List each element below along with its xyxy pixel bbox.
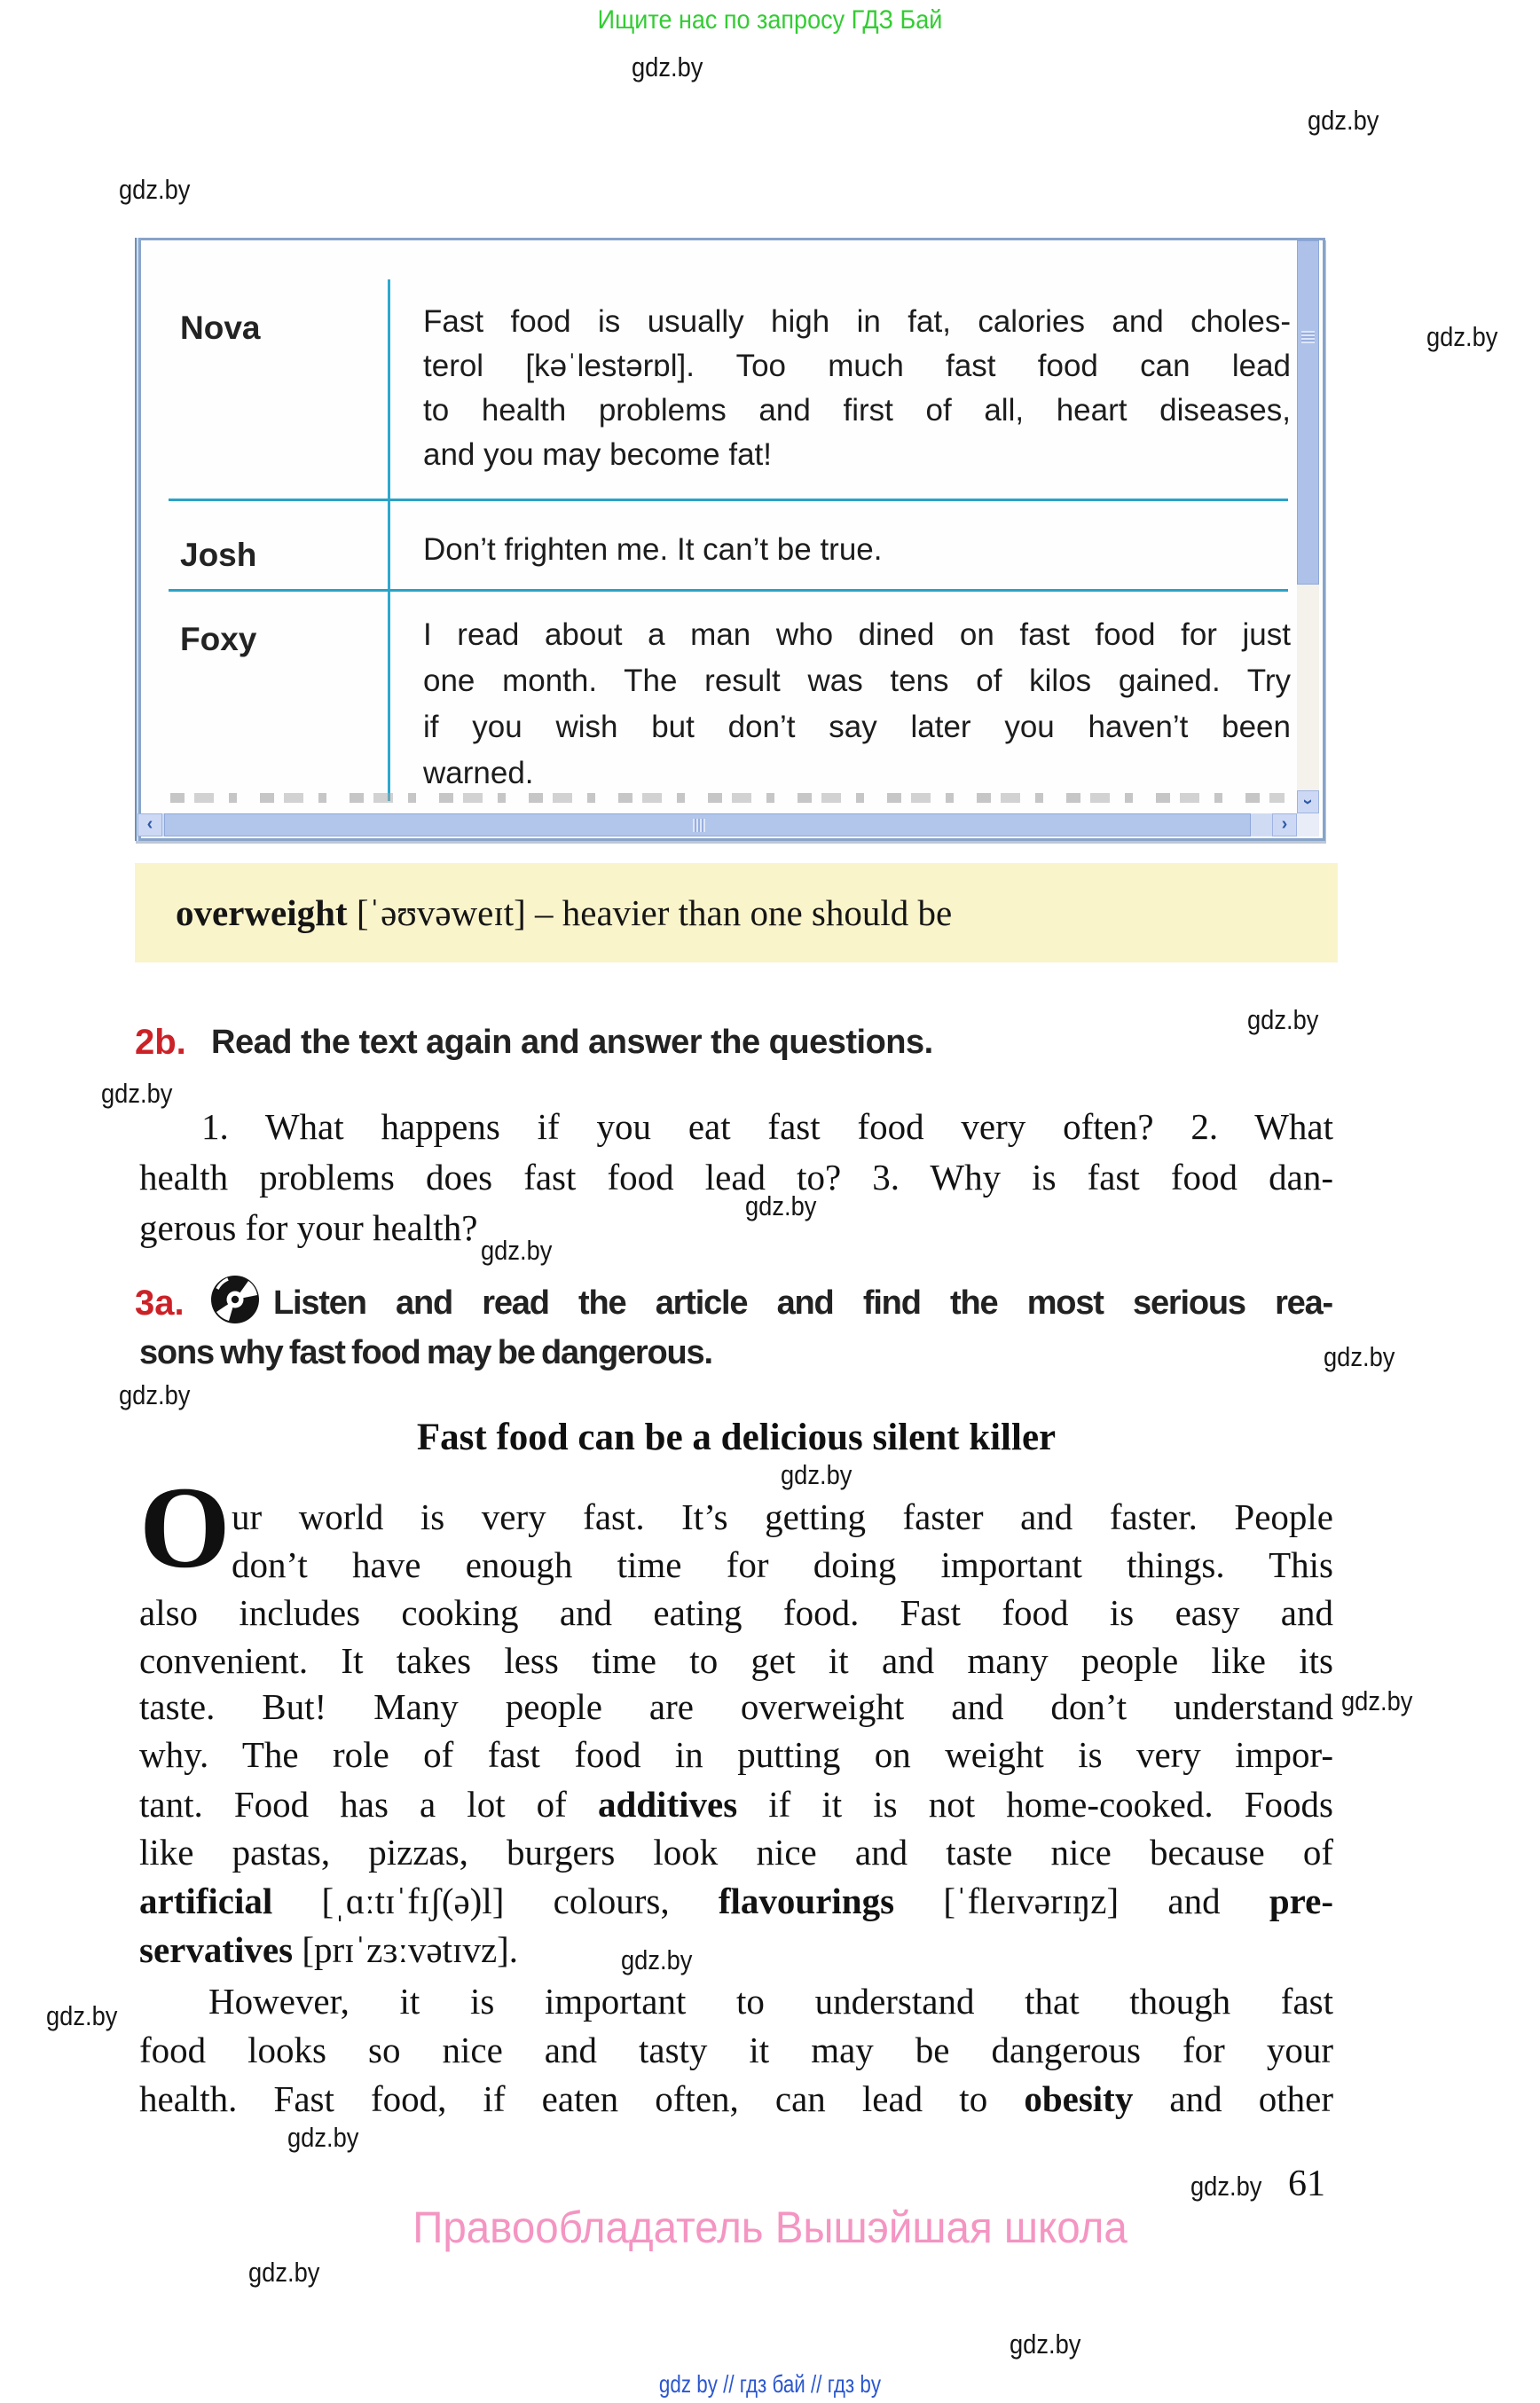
question-line: health problems does fast food lead to? 3. Why is fast food dan-	[139, 1157, 1333, 1198]
question-line: 1. What happens if you eat fast food very often? 2. What	[201, 1106, 1333, 1147]
scroll-left-button[interactable]	[138, 813, 162, 836]
vocabulary-note	[135, 863, 1338, 962]
chevron-down-icon: ›	[1298, 798, 1318, 805]
watermark: gdz.by	[46, 2000, 118, 2031]
row-divider-line	[169, 499, 1288, 501]
clipped-text-fragments	[170, 793, 1285, 803]
footer-links: gdz by // гдз бай // гдз by	[658, 2370, 882, 2398]
speech-line: if you wish but don’t say later you haven’t been	[423, 710, 1291, 744]
article-line: convenient. It takes less time to get it and many people like its	[139, 1640, 1333, 1681]
scroll-down-button[interactable]	[1297, 790, 1319, 813]
horizontal-scrollbar[interactable]	[138, 813, 1297, 836]
speech-line: and you may become fat!	[423, 437, 772, 472]
article-line: don’t have enough time for doing important things. This	[232, 1544, 1333, 1585]
watermark: gdz.by	[1324, 1341, 1395, 1372]
exercise-2b-task: Read the text again and answer the questions.	[211, 1024, 933, 1061]
copyright-line: Правообладатель Вышэйшая школа	[412, 2203, 1128, 2252]
chevron-left-icon: ‹	[146, 814, 153, 834]
article-line: However, it is important to understand that though fast	[208, 1981, 1333, 2022]
watermark: gdz.by	[621, 1944, 693, 1975]
dialog-window	[135, 238, 1325, 841]
horizontal-scrollbar-thumb[interactable]	[164, 813, 1251, 836]
watermark: gdz.by	[1190, 2171, 1262, 2202]
watermark: gdz.by	[119, 174, 191, 205]
speech-line: to health problems and first of all, heart diseases,	[423, 393, 1291, 428]
watermark: gdz.by	[1341, 1685, 1413, 1716]
watermark: gdz.by	[287, 2122, 359, 2153]
watermark: gdz.by	[481, 1235, 553, 1266]
article-line: also includes cooking and eating food. Fast food is easy and	[139, 1592, 1333, 1633]
watermark: gdz.by	[1010, 2328, 1081, 2360]
page-number: 61	[1288, 2163, 1325, 2204]
article-title: Fast food can be a delicious silent killer	[416, 1417, 1057, 1458]
article-line: ur world is very fast. It’s getting faster and faster. People	[232, 1496, 1333, 1537]
speaker-name: Josh	[180, 537, 257, 573]
watermark: gdz.by	[1308, 105, 1379, 136]
vocab-definition: [ˈəʊvəweɪt] – heavier than one should be	[347, 892, 953, 933]
exercise-3a-task-line: sons why fast food may be dangerous.	[139, 1334, 712, 1371]
article-line: food looks so nice and tasty it may be dangerous for your	[139, 2030, 1333, 2070]
article-line: taste. But! Many people are overweight and don’t understand	[139, 1686, 1333, 1727]
watermark: gdz.by	[781, 1459, 852, 1490]
top-banner: Ищите нас по запросу ГДЗ Бай	[597, 5, 943, 35]
speech-line: Fast food is usually high in fat, calories and choles-	[423, 304, 1291, 339]
speech-line: one month. The result was tens of kilos gained. Try	[423, 664, 1291, 698]
chevron-right-icon: ›	[1281, 814, 1288, 834]
exercise-number-2b: 2b.	[135, 1023, 186, 1062]
watermark: gdz.by	[745, 1190, 817, 1221]
speech-line: warned.	[423, 756, 534, 790]
watermark: gdz.by	[101, 1078, 173, 1109]
column-divider-line	[388, 279, 390, 801]
window-left-edge	[135, 238, 141, 841]
row-divider-line	[169, 589, 1288, 592]
scroll-right-button[interactable]	[1272, 813, 1297, 836]
article-line: why. The role of fast food in putting on weight is very impor-	[139, 1734, 1333, 1775]
article-line: health. Fast food, if eaten often, can lead to obesity and other	[139, 2078, 1333, 2119]
watermark: gdz.by	[632, 51, 703, 82]
vocab-term: overweight	[176, 892, 348, 933]
question-line: gerous for your health?	[139, 1207, 478, 1248]
article-line: like pastas, pizzas, burgers look nice and taste nice because of	[139, 1832, 1333, 1873]
watermark: gdz.by	[248, 2257, 320, 2288]
speech-line: terol [kəˈlestərɒl]. Too much fast food can lead	[423, 349, 1291, 383]
scrollbar-corner	[1297, 813, 1319, 836]
article-line: servatives [prɪˈzɜːvətɪvz].	[139, 1929, 519, 1970]
speech-line: Don’t frighten me. It can’t be true.	[423, 532, 883, 567]
speaker-name: Nova	[180, 310, 261, 346]
watermark: gdz.by	[1247, 1004, 1319, 1035]
article-line: tant. Food has a lot of additives if it is not home-cooked. Foods	[139, 1784, 1333, 1825]
cd-disc-icon	[209, 1274, 261, 1325]
speech-line: I read about a man who dined on fast food for just	[423, 617, 1291, 652]
vertical-scrollbar[interactable]	[1297, 240, 1319, 813]
scrollbar-grip	[693, 819, 705, 832]
watermark: gdz.by	[119, 1379, 191, 1410]
vertical-scrollbar-thumb[interactable]	[1297, 240, 1319, 585]
scrollbar-grip	[1301, 331, 1315, 343]
speaker-name: Foxy	[180, 621, 257, 657]
drop-cap: O	[139, 1462, 231, 1592]
article-line: artificial [ˌɑːtɪˈfɪʃ(ə)l] colours, flavourings [ˈfleɪvərɪŋz] and pre-	[139, 1881, 1333, 1921]
watermark: gdz.by	[1426, 321, 1498, 352]
exercise-3a-task-line: Listen and read the article and find the most serious rea-	[273, 1284, 1332, 1322]
exercise-number-3a: 3a.	[135, 1284, 185, 1323]
